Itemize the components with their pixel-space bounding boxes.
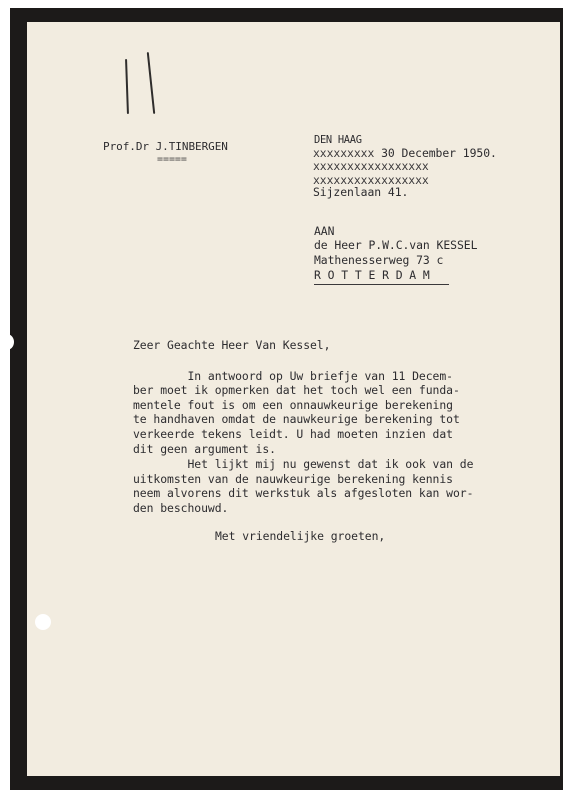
body-line: den beschouwd.: [133, 501, 229, 515]
recipient-city: R O T T E R D A M: [314, 268, 430, 282]
pencil-mark: [125, 59, 129, 114]
body-line: Het lijkt mij nu gewenst dat ik ook van de: [133, 457, 474, 471]
body-line: mentele fout is om een onnauwkeurige berekening: [133, 398, 453, 412]
date-strikeout: xxxxxxxxx: [313, 146, 375, 160]
recipient-city-underline: [314, 284, 449, 285]
body-line: In antwoord op Uw briefje van 11 Decem-: [133, 369, 453, 383]
recipient-prefix: AAN: [314, 224, 335, 238]
body-line: ber moet ik opmerken dat het toch wel een funda-: [133, 383, 460, 397]
letter-date: 30 December 1950.: [381, 146, 497, 160]
closing: Met vriendelijke groeten,: [215, 529, 386, 543]
pencil-mark: [147, 52, 155, 114]
recipient-street: Mathenesserweg 73 c: [314, 253, 444, 267]
body-line: uitkomsten van de nauwkeurige berekening kennis: [133, 472, 453, 486]
sender-name: Prof.Dr J.TINBERGEN: [103, 140, 228, 153]
letter-date-line: [313, 146, 497, 160]
body-line: verkeerde tekens leidt. U had moeten inzien dat: [133, 427, 453, 441]
recipient-name: de Heer P.W.C.van KESSEL: [314, 238, 478, 252]
letter-page: [27, 22, 560, 776]
punch-hole: [0, 334, 14, 350]
sender-street: Sijzenlaan 41.: [313, 185, 409, 199]
letter-place: DEN HAAG: [314, 134, 362, 146]
salutation: Zeer Geachte Heer Van Kessel,: [133, 338, 331, 352]
body-line: dit geen argument is.: [133, 442, 276, 456]
sender-underline: =====: [157, 154, 187, 165]
body-line: neem alvorens dit werkstuk als afgesloten kan wor-: [133, 486, 474, 500]
punch-hole: [35, 614, 51, 630]
scan-frame: [10, 8, 563, 790]
address-strikeout: xxxxxxxxxxxxxxxxx: [313, 159, 429, 173]
address-strikeout: xxxxxxxxxxxxxxxxx: [313, 173, 429, 187]
body-line: te handhaven omdat de nauwkeurige berekening tot: [133, 412, 460, 426]
